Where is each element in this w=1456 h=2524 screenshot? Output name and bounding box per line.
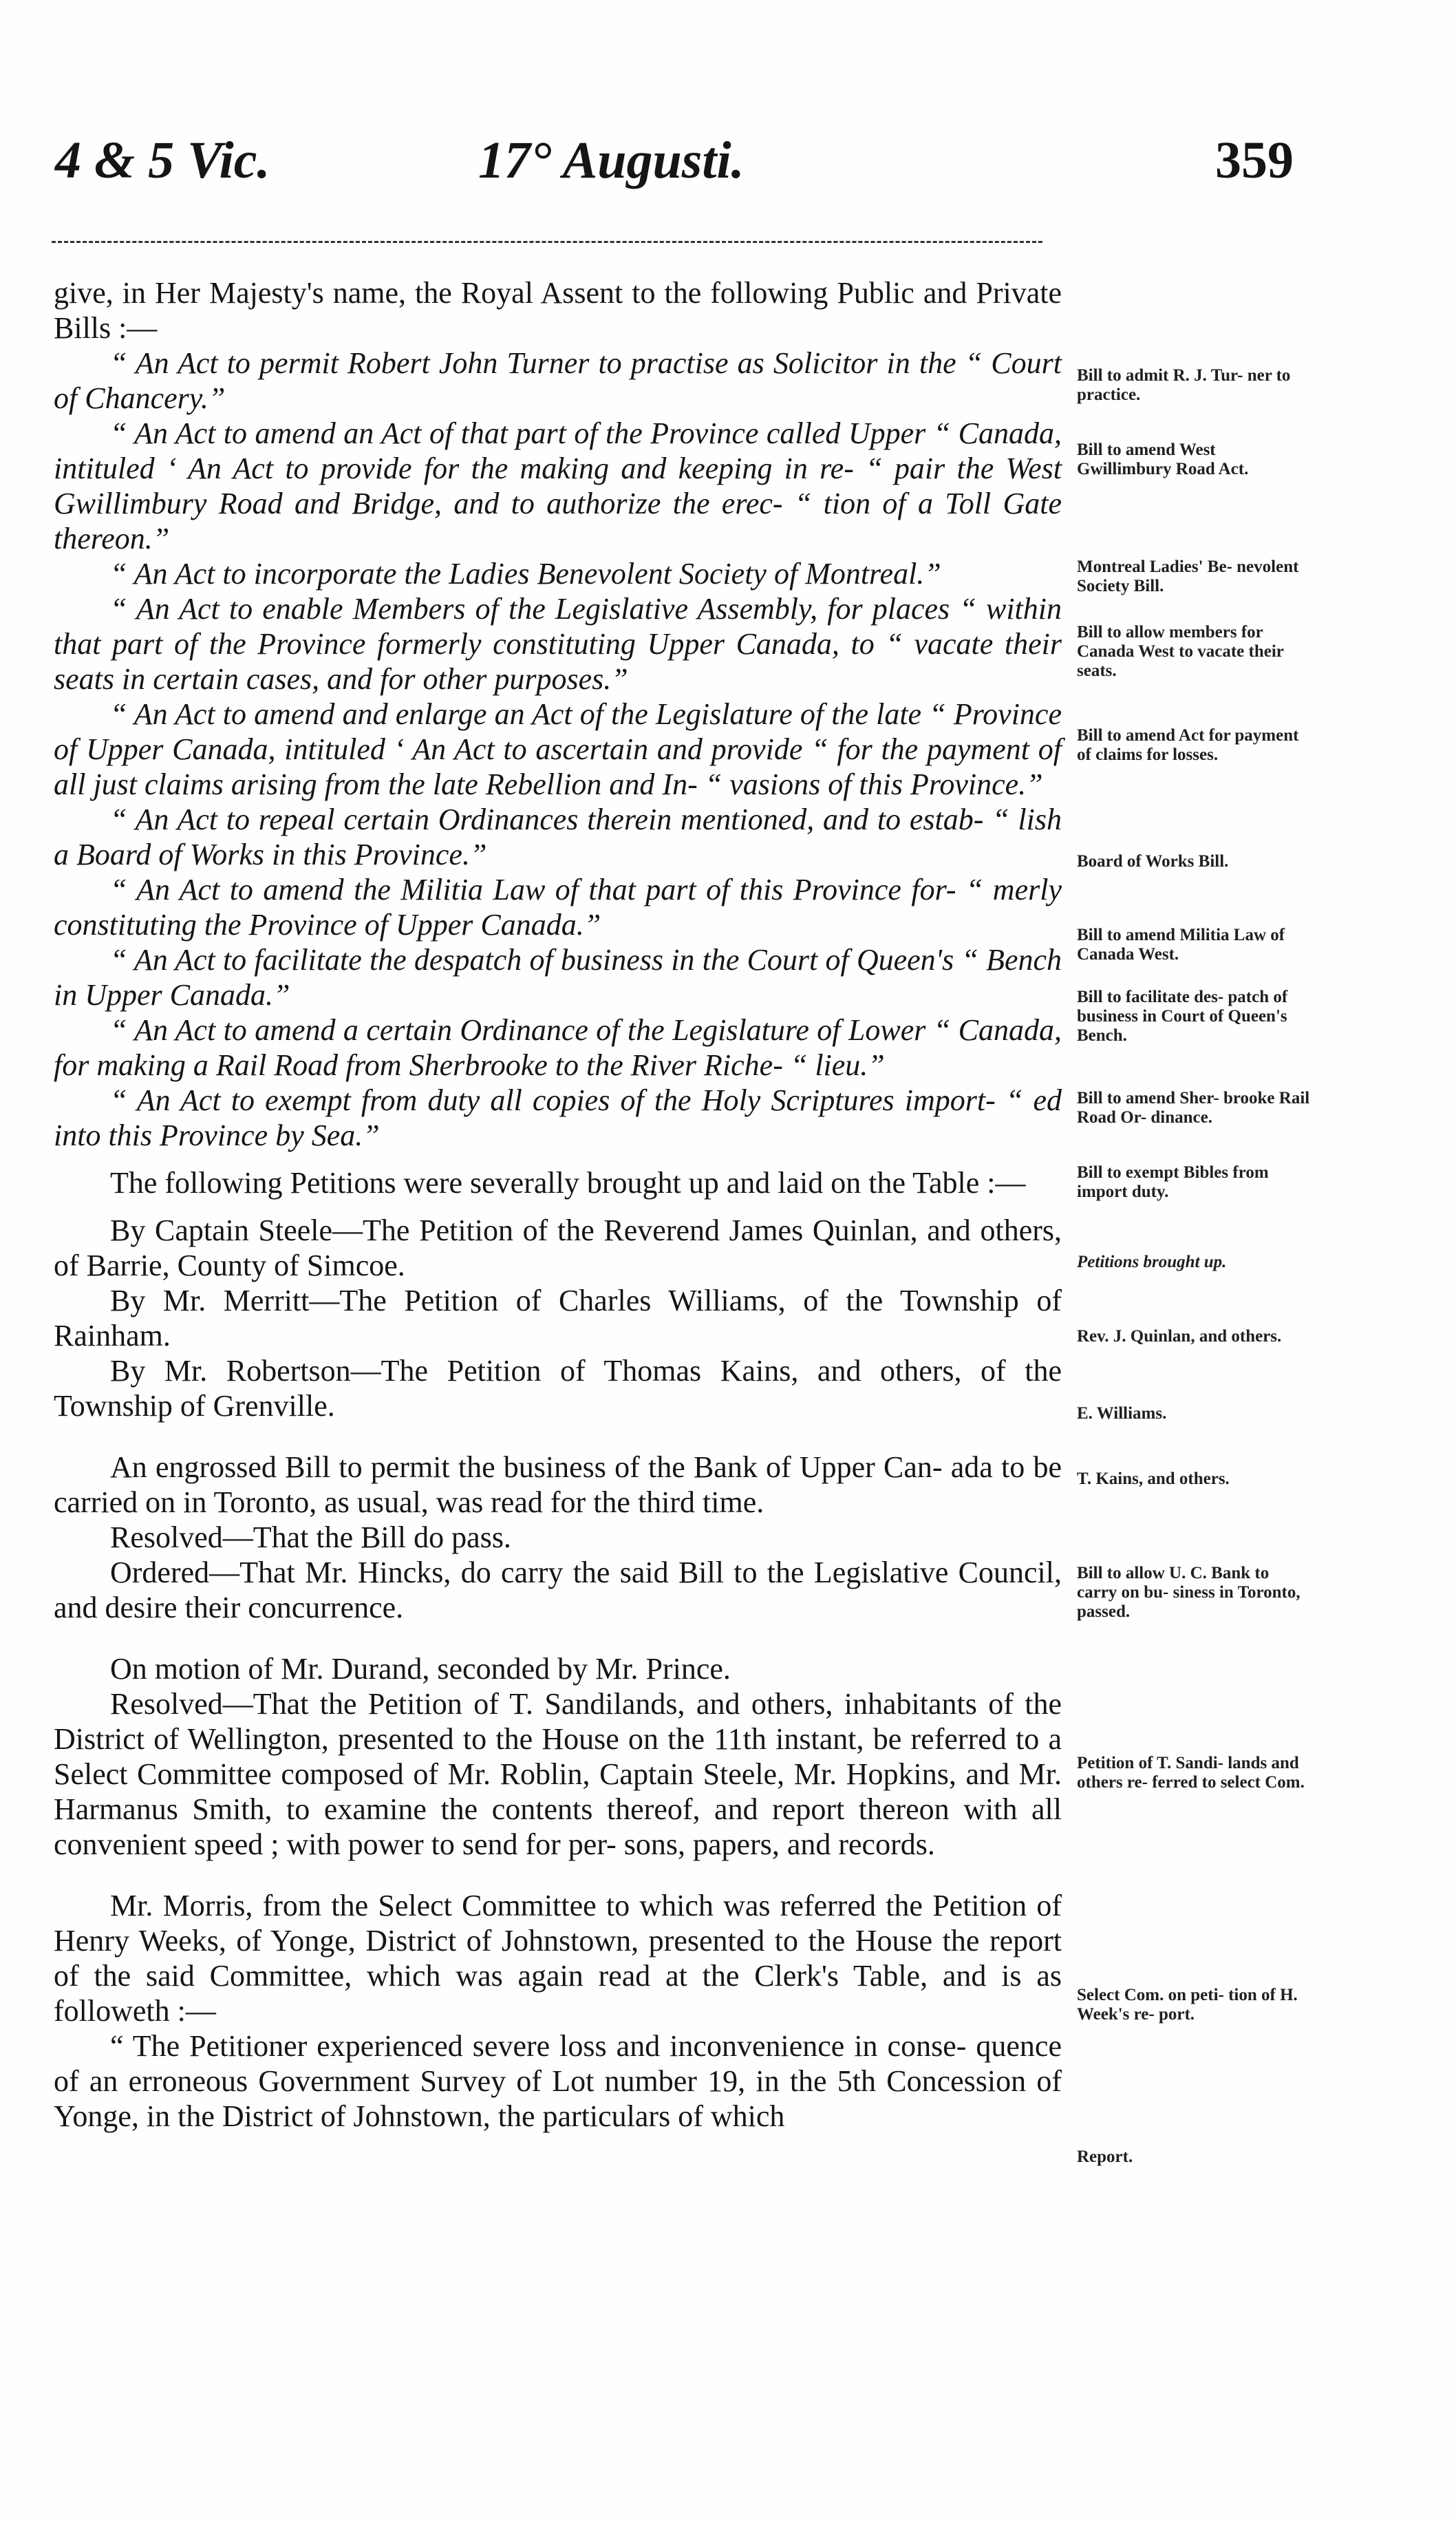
margin-note: Select Com. on peti- tion of H. Week's re- port. <box>1077 1986 1298 2024</box>
paragraph-resolved-pass: Resolved—That the Bill do pass. <box>110 1520 511 1554</box>
margin-note: Report. <box>1077 2147 1133 2166</box>
margin-note: T. Kains, and others. <box>1077 1470 1230 1488</box>
paragraph-bill-queens-bench: “ An Act to facilitate the despatch of business in the Court of Queen's “ Bench in Upper Canada.” <box>54 943 1062 1012</box>
paragraph-motion-durand: On motion of Mr. Durand, seconded by Mr. Prince. <box>110 1652 731 1686</box>
paragraph-bill-scriptures: “ An Act to exempt from duty all copies of the Holy Scriptures import- “ ed into this Province by Sea.” <box>54 1083 1062 1152</box>
margin-note: Bill to amend Militia Law of Canada West. <box>1077 926 1285 964</box>
margin-note: Bill to amend West Gwillimbury Road Act. <box>1077 441 1249 478</box>
paragraph-petitions-intro: The following Petitions were severally brought up and laid on the Table :— <box>110 1166 1026 1200</box>
paragraph-royal-assent: give, in Her Majesty's name, the Royal Assent to the following Public and Private Bills :— <box>54 276 1062 345</box>
margin-note: Bill to allow U. C. Bank to carry on bu- siness in Toronto, passed. <box>1077 1564 1300 1621</box>
paragraph-resolved-sandilands: Resolved—That the Petition of T. Sandilands, and others, inhabitants of the District of Wellington, presented to the House on the 11th instant, be referred to a Select Committee composed of Mr. Roblin, Captain Steele, Mr. Hopkins, and Mr. Harmanus Smith, to examine the contents thereof, and report thereon with all convenient speed ; with power to send for per- sons, papers, and records. <box>54 1687 1062 1861</box>
margin-note: Montreal Ladies' Be- nevolent Society Bill. <box>1077 558 1299 595</box>
header-date: 17° Augusti. <box>478 131 745 189</box>
paragraph-bill-sherbrooke: “ An Act to amend a certain Ordinance of the Legislature of Lower “ Canada, for making a Rail Road from Sherbrooke to the River Riche- “ lieu.” <box>54 1013 1062 1082</box>
paragraph-bank-bill: An engrossed Bill to permit the business of the Bank of Upper Can- ada to be carried on in Toronto, as usual, was read for the third time. <box>54 1450 1062 1519</box>
margin-note: E. Williams. <box>1077 1404 1167 1423</box>
margin-note: Petition of T. Sandi- lands and others re- ferred to select Com. <box>1077 1754 1305 1792</box>
margin-note: Rev. J. Quinlan, and others. <box>1077 1327 1282 1346</box>
page-number: 359 <box>1215 131 1294 189</box>
paragraph-bill-ladies-society: “ An Act to incorporate the Ladies Benevolent Society of Montreal.” <box>110 557 941 591</box>
paragraph-ordered-hincks: Ordered—That Mr. Hincks, do carry the said Bill to the Legislative Council, and desire their concurrence. <box>54 1556 1062 1624</box>
margin-note: Bill to admit R. J. Tur- ner to practice. <box>1077 366 1291 404</box>
header-regnal-year: 4 & 5 Vic. <box>55 131 270 189</box>
margin-note: Bill to allow members for Canada West to vacate their seats. <box>1077 623 1284 680</box>
margin-note: Bill to exempt Bibles from import duty. <box>1077 1163 1269 1201</box>
paragraph-petition-merritt: By Mr. Merritt—The Petition of Charles Williams, of the Township of Rainham. <box>54 1284 1062 1353</box>
paragraph-bill-rebellion-claims: “ An Act to amend and enlarge an Act of the Legislature of the late “ Province of Upper Canada, intituled ‘ An Act to ascertain and provide “ for the payment of all just claims arising from the late Rebellion and In- “ vasions of this Province.” <box>54 697 1062 801</box>
paragraph-bill-turner: “ An Act to permit Robert John Turner to practise as Solicitor in the “ Court of Chancery.” <box>54 346 1062 415</box>
paragraph-bill-board-of-works: “ An Act to repeal certain Ordinances therein mentioned, and to estab- “ lish a Board of Works in this Province.” <box>54 803 1062 871</box>
main-text-column <box>54 275 1062 2134</box>
paragraph-petition-robertson: By Mr. Robertson—The Petition of Thomas Kains, and others, of the Township of Grenville. <box>54 1354 1062 1423</box>
margin-note: Bill to facilitate des- patch of business in Court of Queen's Bench. <box>1077 988 1288 1045</box>
paragraph-bill-militia: “ An Act to amend the Militia Law of that part of this Province for- “ merly constituting the Province of Upper Canada.” <box>54 873 1062 942</box>
paragraph-petition-steele: By Captain Steele—The Petition of the Reverend James Quinlan, and others, of Barrie, County of Simcoe. <box>54 1213 1062 1282</box>
header-rule <box>52 241 1042 243</box>
margin-note: Petitions brought up. <box>1077 1253 1227 1271</box>
paragraph-morris-report: Mr. Morris, from the Select Committee to which was referred the Petition of Henry Weeks, of Yonge, District of Johnstown, presented to the House the report of the said Committee, which was again read at the Clerk's Table, and is as followeth :— <box>54 1889 1062 2028</box>
paragraph-report-text: “ The Petitioner experienced severe loss and inconvenience in conse- quence of an erroneous Government Survey of Lot number 19, in the 5th Concession of Yonge, in the District of Johnstown, the particulars of which <box>54 2029 1062 2133</box>
paragraph-bill-gwillimbury: “ An Act to amend an Act of that part of the Province called Upper “ Canada, intituled ‘ An Act to provide for the making and keeping in re- “ pair the West Gwillimbury Road and Bridge, and to authorize the erec- “ tion of a Toll Gate thereon.” <box>54 416 1062 555</box>
paragraph-bill-members-seats: “ An Act to enable Members of the Legislative Assembly, for places “ within that part of the Province formerly constituting Upper Canada, to “ vacate their seats in certain cases, and for other purposes.” <box>54 592 1062 696</box>
running-header <box>55 131 1294 193</box>
margin-note: Bill to amend Act for payment of claims for losses. <box>1077 726 1299 764</box>
margin-note: Board of Works Bill. <box>1077 852 1229 871</box>
margin-note: Bill to amend Sher- brooke Rail Road Or- dinance. <box>1077 1089 1310 1127</box>
